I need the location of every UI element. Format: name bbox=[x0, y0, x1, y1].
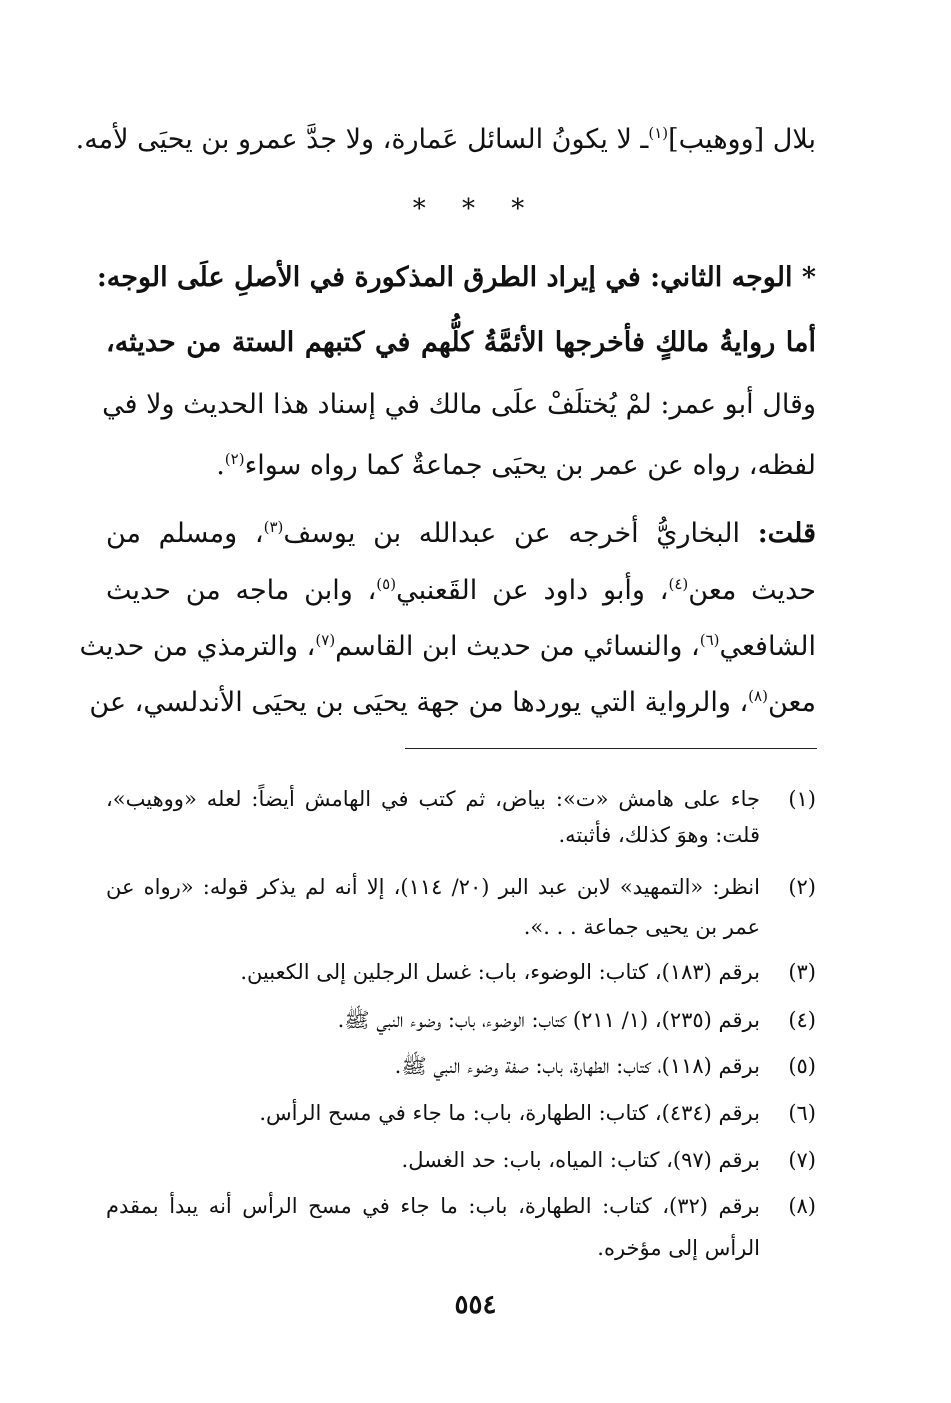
footnote-ref-2: (٢) bbox=[224, 450, 245, 468]
footnote-text-continued: عمر بن يحيى جماعة . . .». bbox=[523, 915, 760, 939]
footnote-ref-8: (٨) bbox=[748, 687, 768, 705]
footnote-text: جاء على هامش «ت»: بياض، ثم كتب في الهامش أيضاً: لعله «ووهيب»، bbox=[106, 787, 760, 811]
paragraph-2-line-1-a: البخاريُّ أخرجه عن عبدالله بن يوسف bbox=[283, 518, 758, 549]
footnote-number: (٣) bbox=[788, 960, 816, 984]
footnote-ref-3: (٣) bbox=[263, 518, 284, 536]
paragraph-1-line-1: أما روايةُ مالكٍ فأخرجها الأئمَّةُ كلُّهم في كتبهم الستة من حديثه، bbox=[106, 327, 816, 358]
paragraph-2-line-2 bbox=[106, 571, 816, 611]
section-heading: * الوجه الثاني: في إيراد الطرق المذكورة في الأصلِ علَى الوجه: bbox=[96, 262, 816, 293]
paragraph-1-line-3-end: . bbox=[216, 450, 225, 481]
footnote-text-continued: الرأس إلى مؤخره. bbox=[597, 1236, 760, 1260]
footnote-number: (٥) bbox=[788, 1054, 816, 1078]
footnote-8 bbox=[106, 1189, 816, 1259]
paragraph-2-line-3-c: ، والترمذي من حديث bbox=[79, 631, 316, 662]
paragraph-2-line-2-a: حديث معن bbox=[688, 575, 816, 606]
footnote-divider bbox=[405, 748, 817, 749]
opening-text-start: بلال [ووهيب] bbox=[668, 124, 816, 155]
footnote-number: (٤) bbox=[788, 1008, 816, 1032]
paragraph-2-lead: قلت: bbox=[757, 518, 817, 549]
footnote-text: برقم (٣٢)، كتاب: الطهارة، باب: ما جاء في مسح الرأس أنه يبدأ بمقدم bbox=[106, 1194, 760, 1218]
footnote-text-continued: قلت: وهوَ كذلك، فأثبته. bbox=[558, 823, 760, 847]
paragraph-2-line-3-b: ، والنسائي من حديث ابن القاسم bbox=[335, 631, 700, 662]
footnote-ref-5: (٥) bbox=[376, 575, 397, 593]
footnote-number: (١) bbox=[788, 787, 816, 811]
footnote-7 bbox=[106, 1143, 816, 1177]
footnote-ref-1: (١) bbox=[648, 124, 669, 142]
paragraph-1-line-2: وقال أبو عمر: لمْ يُختلَفْ علَى مالك في إسناد هذا الحديث ولا في bbox=[102, 389, 816, 420]
footnote-text: انظر: «التمهيد» لابن عبد البر (٢٠/ ١١٤)، إلا أنه لم يذكر قوله: «رواه عن bbox=[106, 875, 760, 899]
paragraph-2-line-2-b: ، وأبو داود عن القَعنبي bbox=[396, 575, 669, 606]
paragraph-2-line-1 bbox=[106, 514, 816, 554]
paragraph-2-line-4-a: معن bbox=[767, 687, 816, 718]
footnote-text: برقم (٢٣٥)، (١/ ٢١١) كتاب: الوضوء، باب: وضوء النبي ﷺ. bbox=[337, 1008, 760, 1032]
footnote-text: برقم (٩٧)، كتاب: المياه، باب: حد الغسل. bbox=[401, 1148, 760, 1172]
footnote-ref-4: (٤) bbox=[668, 575, 689, 593]
opening-line bbox=[76, 120, 816, 160]
paragraph-2-line-4-b: ، والرواية التي يوردها من جهة يحيَى بن يحيَى الأندلسي، عن bbox=[89, 687, 749, 718]
footnote-number: (٧) bbox=[788, 1148, 816, 1172]
page-number: ٥٥٤ bbox=[454, 1290, 497, 1320]
footnote-number: (٢) bbox=[788, 875, 816, 899]
footnote-6 bbox=[106, 1096, 816, 1130]
footnote-text: برقم (٤٣٤)، كتاب: الطهارة، باب: ما جاء في مسح الرأس. bbox=[259, 1101, 760, 1125]
paragraph-2-line-3-a: الشافعي bbox=[719, 631, 816, 662]
footnote-ref-6: (٦) bbox=[699, 631, 720, 649]
footnote-number: (٨) bbox=[788, 1194, 816, 1218]
paragraph-2-line-4 bbox=[89, 683, 816, 723]
footnote-5 bbox=[106, 1049, 816, 1083]
footnote-2 bbox=[106, 870, 816, 940]
paragraph-2-line-2-c: ، وابن ماجه من حديث bbox=[106, 575, 377, 606]
footnote-number: (٦) bbox=[788, 1101, 816, 1125]
paragraph-1-line-3-text: لفظه، رواه عن عمر بن يحيَى جماعةٌ كما رواه سواء bbox=[244, 450, 816, 481]
opening-text-end: ـ لا يكونُ السائل عَمارة، ولا جدَّ عمرو بن يحيَى لأمه. bbox=[75, 124, 649, 155]
paragraph-2-line-3 bbox=[79, 627, 816, 667]
section-separator: * * * bbox=[412, 194, 539, 224]
footnote-text: برقم (١٨٣)، كتاب: الوضوء، باب: غسل الرجلين إلى الكعبين. bbox=[240, 960, 760, 984]
paragraph-1-line-3 bbox=[106, 446, 816, 486]
footnote-text: برقم (١١٨)، كتاب: الطهارة، باب: صفة وضوء النبي ﷺ. bbox=[394, 1054, 760, 1078]
paragraph-2-line-1-b: ، ومسلم من bbox=[106, 518, 264, 549]
footnote-4 bbox=[106, 1003, 816, 1037]
footnote-ref-7: (٧) bbox=[315, 631, 336, 649]
footnote-3 bbox=[106, 955, 816, 989]
footnote-1 bbox=[106, 782, 816, 852]
